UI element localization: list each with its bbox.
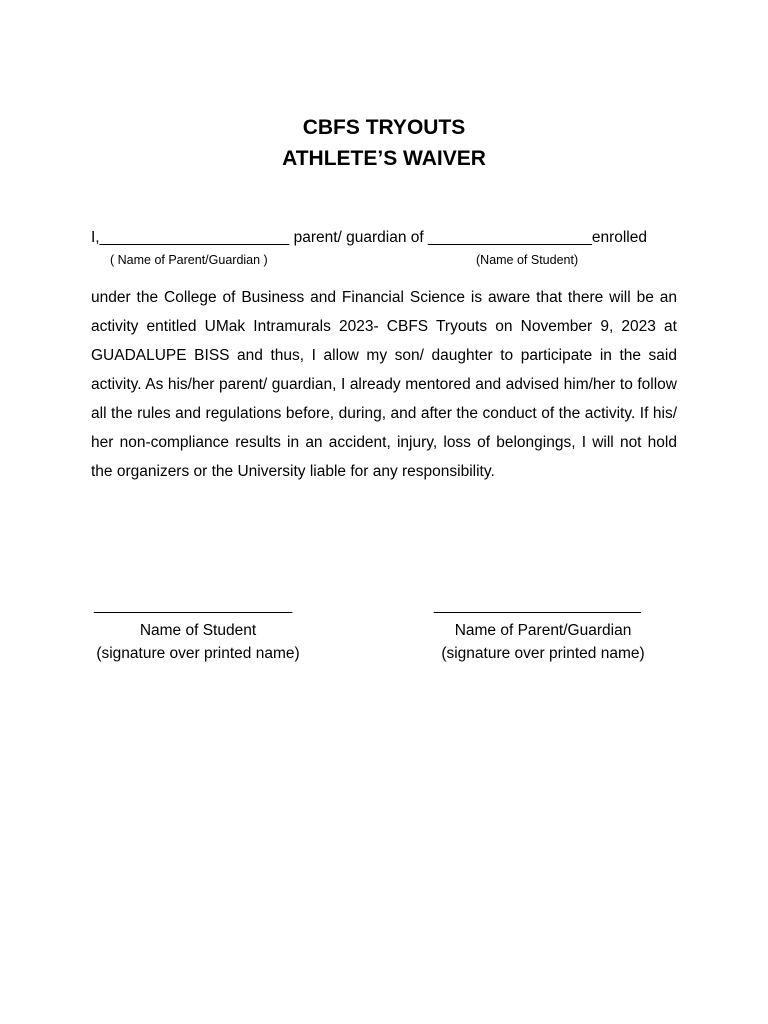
student-name-blank: ___________________	[428, 229, 592, 246]
caption-student-name: (Name of Student)	[476, 253, 579, 267]
student-signature-label: (signature over printed name)	[96, 645, 300, 662]
student-name-label: Name of Student	[139, 622, 257, 639]
intro-line	[91, 229, 681, 247]
parent-signature-block	[434, 619, 652, 665]
title-line-2: ATHLETE’S WAIVER	[282, 147, 486, 170]
intro-suffix: enrolled	[591, 229, 647, 246]
parent-signature-label: (signature over printed name)	[441, 645, 645, 662]
student-signature-line: _______________________	[94, 597, 293, 614]
intro-prefix: I,	[91, 229, 100, 246]
document-title	[0, 112, 768, 174]
intro-middle: parent/ guardian of	[289, 229, 429, 246]
parent-name-blank: ______________________	[99, 229, 290, 246]
waiver-paragraph: under the College of Business and Financial Science is aware that there will be an activity entitled UMak Intramurals 2023- CBFS Tryouts on November 9, 2023 at GUADALUPE BISS and thus, I allow my son/ daughter to participate in the said activity. As his/her parent/ guardian, I already mentored and advised him/her to follow all the rules and regulations before, during, and after the conduct of the activity. If his/ her non-compliance results in an accident, injury, loss of belongings, I will not hold the organizers or the University liable for any responsibility.	[91, 289, 677, 480]
title-line-1: CBFS TRYOUTS	[302, 116, 466, 139]
parent-signature-line: ________________________	[434, 597, 641, 614]
caption-parent-name: ( Name of Parent/Guardian )	[110, 253, 268, 267]
parent-name-label: Name of Parent/Guardian	[454, 622, 632, 639]
student-signature-block	[90, 619, 306, 665]
